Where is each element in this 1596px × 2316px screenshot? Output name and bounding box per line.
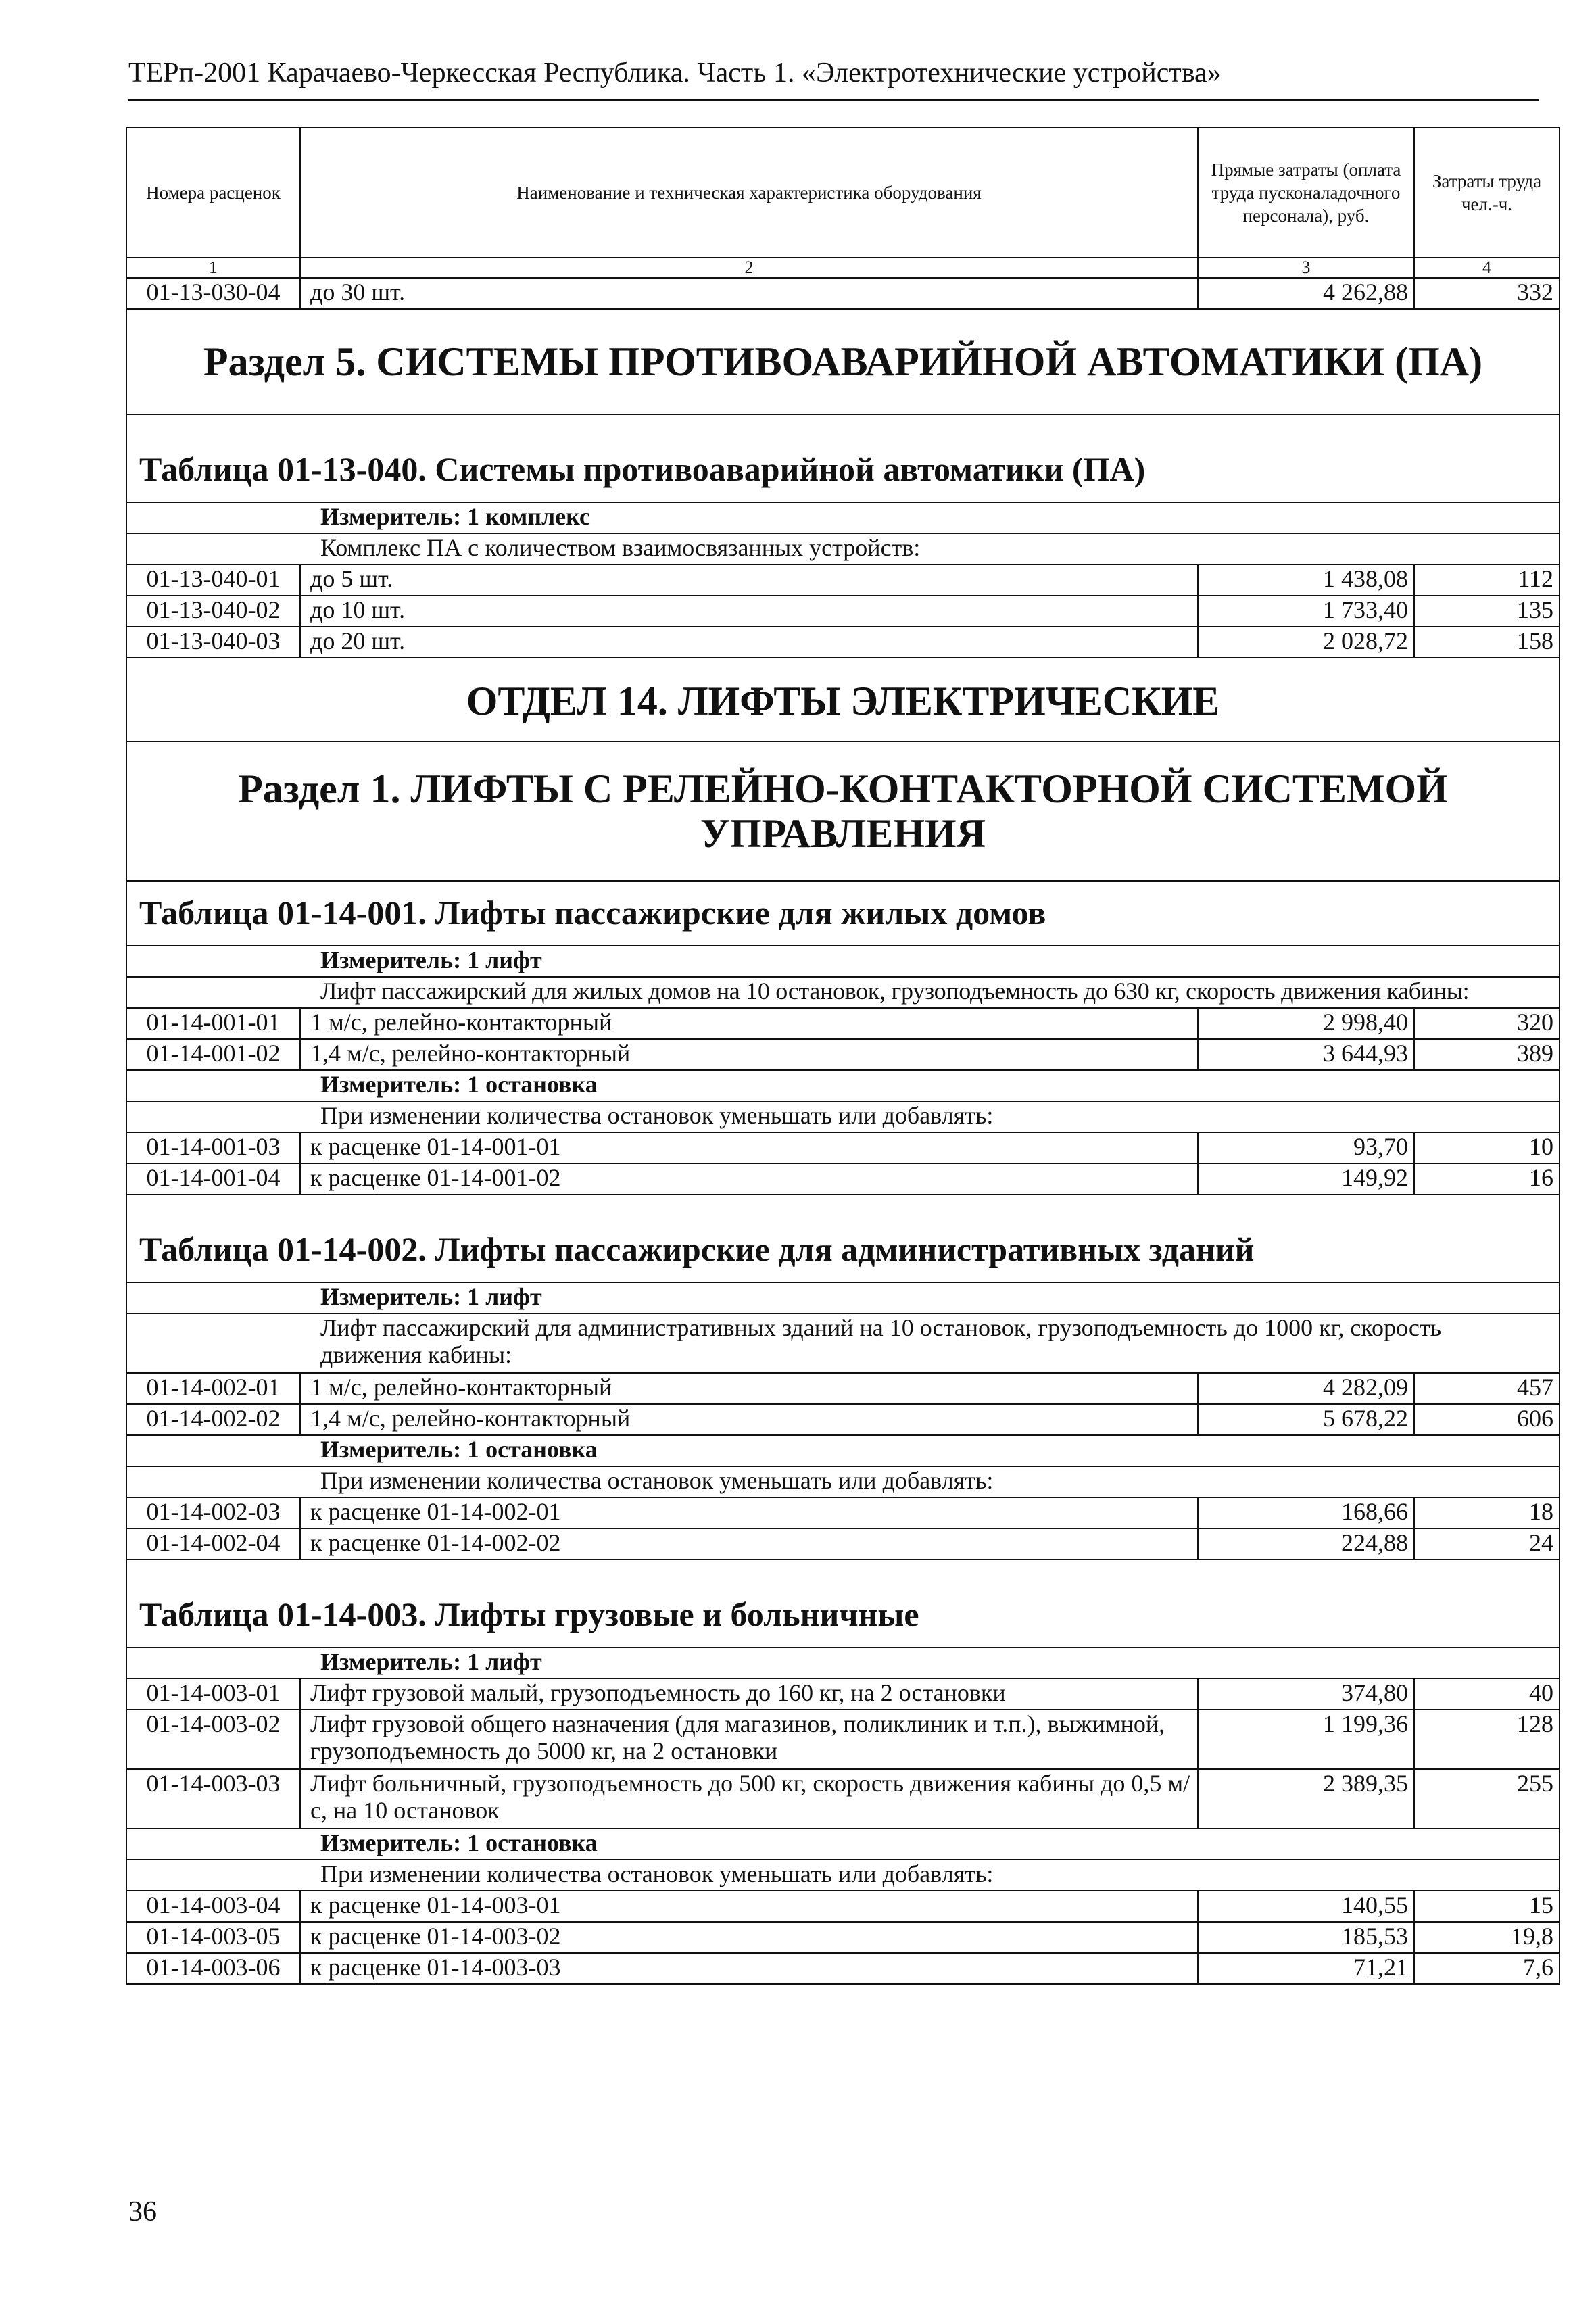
table-row <box>126 1528 1559 1560</box>
rate-name: к расценке 01-14-003-01 <box>300 1891 1198 1922</box>
rate-cost: 149,92 <box>1198 1163 1414 1195</box>
table-title: Таблица 01-14-003. Лифты грузовые и больничные <box>126 1560 1559 1647</box>
rate-labor: 606 <box>1414 1404 1559 1435</box>
rate-name: 1,4 м/с, релейно-контакторный <box>300 1404 1198 1435</box>
rate-code: 01-13-030-04 <box>126 278 300 309</box>
table-row <box>126 1953 1559 1984</box>
rate-name: к расценке 01-14-002-02 <box>300 1528 1198 1560</box>
rate-code: 01-14-002-03 <box>126 1497 300 1528</box>
rate-name: Лифт больничный, грузоподъемность до 500 кг, скорость движения кабины до 0,5 м/с, на 10 остановок <box>300 1769 1198 1829</box>
rate-cost: 1 733,40 <box>1198 596 1414 627</box>
table-title: Таблица 01-13-040. Системы противоаварийной автоматики (ПА) <box>126 414 1559 502</box>
group-intro: При изменении количества остановок уменьшать или добавлять: <box>126 1101 1559 1132</box>
rate-code: 01-14-003-05 <box>126 1922 300 1953</box>
table-row <box>126 1163 1559 1195</box>
rates-table <box>126 127 1560 1985</box>
table-row <box>126 1710 1559 1769</box>
group-intro: При изменении количества остановок уменьшать или добавлять: <box>126 1466 1559 1497</box>
col-number: 2 <box>300 258 1198 278</box>
measure-label: Измеритель: 1 остановка <box>126 1070 1559 1101</box>
group-intro: Лифт пассажирский для жилых домов на 10 остановок, грузоподъемность до 630 кг, скорость движения кабины: <box>126 977 1559 1008</box>
rate-name: к расценке 01-14-003-02 <box>300 1922 1198 1953</box>
rate-name: Лифт грузовой малый, грузоподъемность до 160 кг, на 2 остановки <box>300 1679 1198 1710</box>
rate-cost: 1 438,08 <box>1198 564 1414 596</box>
rate-code: 01-14-001-01 <box>126 1008 300 1039</box>
rate-code: 01-13-040-02 <box>126 596 300 627</box>
rate-code: 01-13-040-03 <box>126 627 300 658</box>
rate-code: 01-14-002-02 <box>126 1404 300 1435</box>
table-row <box>126 596 1559 627</box>
table-row <box>126 1769 1559 1829</box>
col-number: 4 <box>1414 258 1559 278</box>
header-col-name: Наименование и техническая характеристика оборудования <box>300 128 1198 258</box>
rate-name: к расценке 01-14-001-01 <box>300 1132 1198 1163</box>
rate-labor: 112 <box>1414 564 1559 596</box>
rate-cost: 140,55 <box>1198 1891 1414 1922</box>
rate-name: к расценке 01-14-002-01 <box>300 1497 1198 1528</box>
section-title: Раздел 5. СИСТЕМЫ ПРОТИВОАВАРИЙНОЙ АВТОМАТИКИ (ПА) <box>126 309 1559 414</box>
rate-labor: 332 <box>1414 278 1559 309</box>
rate-name: до 10 шт. <box>300 596 1198 627</box>
rate-labor: 24 <box>1414 1528 1559 1560</box>
rate-cost: 4 262,88 <box>1198 278 1414 309</box>
rate-cost: 168,66 <box>1198 1497 1414 1528</box>
table-row <box>126 1132 1559 1163</box>
rate-labor: 389 <box>1414 1039 1559 1070</box>
rate-cost: 3 644,93 <box>1198 1039 1414 1070</box>
col-number: 3 <box>1198 258 1414 278</box>
rate-code: 01-14-003-03 <box>126 1769 300 1829</box>
table-row <box>126 278 1559 309</box>
rate-cost: 374,80 <box>1198 1679 1414 1710</box>
rate-labor: 40 <box>1414 1679 1559 1710</box>
rate-labor: 7,6 <box>1414 1953 1559 1984</box>
rate-code: 01-14-003-06 <box>126 1953 300 1984</box>
rate-cost: 1 199,36 <box>1198 1710 1414 1769</box>
rate-code: 01-14-003-04 <box>126 1891 300 1922</box>
measure-label: Измеритель: 1 лифт <box>126 946 1559 977</box>
rate-code: 01-14-002-04 <box>126 1528 300 1560</box>
rate-code: 01-14-002-01 <box>126 1373 300 1404</box>
column-number-row <box>126 258 1559 278</box>
table-header-row <box>126 128 1559 258</box>
table-row <box>126 1373 1559 1404</box>
rate-code: 01-14-001-03 <box>126 1132 300 1163</box>
table-title: Таблица 01-14-001. Лифты пассажирские для жилых домов <box>126 881 1559 946</box>
measure-label: Измеритель: 1 остановка <box>126 1829 1559 1860</box>
rate-labor: 18 <box>1414 1497 1559 1528</box>
rate-labor: 158 <box>1414 627 1559 658</box>
rate-name: Лифт грузовой общего назначения (для магазинов, поликлиник и т.п.), выжимной, грузоподъемность до 5000 кг, на 2 остановки <box>300 1710 1198 1769</box>
header-rule <box>128 99 1539 101</box>
table-row <box>126 1404 1559 1435</box>
table-title: Таблица 01-14-002. Лифты пассажирские для административных зданий <box>126 1195 1559 1282</box>
rate-code: 01-14-003-01 <box>126 1679 300 1710</box>
col-number: 1 <box>126 258 300 278</box>
table-row <box>126 1679 1559 1710</box>
rate-cost: 185,53 <box>1198 1922 1414 1953</box>
rate-code: 01-14-003-02 <box>126 1710 300 1769</box>
rate-code: 01-14-001-04 <box>126 1163 300 1195</box>
measure-label: Измеритель: 1 лифт <box>126 1282 1559 1313</box>
rate-labor: 135 <box>1414 596 1559 627</box>
rate-name: 1,4 м/с, релейно-контакторный <box>300 1039 1198 1070</box>
measure-label: Измеритель: 1 комплекс <box>126 502 1559 533</box>
rate-name: к расценке 01-14-001-02 <box>300 1163 1198 1195</box>
rate-code: 01-13-040-01 <box>126 564 300 596</box>
rate-cost: 224,88 <box>1198 1528 1414 1560</box>
rate-name: к расценке 01-14-003-03 <box>300 1953 1198 1984</box>
group-intro: Комплекс ПА с количеством взаимосвязанных устройств: <box>126 533 1559 564</box>
rate-labor: 457 <box>1414 1373 1559 1404</box>
section-title: Раздел 1. ЛИФТЫ С РЕЛЕЙНО-КОНТАКТОРНОЙ СИСТЕМОЙ УПРАВЛЕНИЯ <box>126 742 1559 881</box>
table-row <box>126 564 1559 596</box>
rate-name: до 20 шт. <box>300 627 1198 658</box>
rate-labor: 128 <box>1414 1710 1559 1769</box>
rate-labor: 16 <box>1414 1163 1559 1195</box>
group-intro: Лифт пассажирский для административных зданий на 10 остановок, грузоподъемность до 1000 кг, скорость движения кабины: <box>126 1313 1559 1373</box>
rate-cost: 2 028,72 <box>1198 627 1414 658</box>
rate-name: до 30 шт. <box>300 278 1198 309</box>
group-intro: При изменении количества остановок уменьшать или добавлять: <box>126 1860 1559 1891</box>
rate-cost: 5 678,22 <box>1198 1404 1414 1435</box>
header-col-codes: Номера расценок <box>126 128 300 258</box>
rate-name: 1 м/с, релейно-контакторный <box>300 1373 1198 1404</box>
measure-label: Измеритель: 1 остановка <box>126 1435 1559 1466</box>
table-row <box>126 1922 1559 1953</box>
rate-cost: 4 282,09 <box>1198 1373 1414 1404</box>
page-header: ТЕРп-2001 Карачаево-Черкесская Республика. Часть 1. «Электротехнические устройства» <box>128 57 1222 89</box>
rate-cost: 71,21 <box>1198 1953 1414 1984</box>
rate-labor: 15 <box>1414 1891 1559 1922</box>
rate-name: 1 м/с, релейно-контакторный <box>300 1008 1198 1039</box>
rate-code: 01-14-001-02 <box>126 1039 300 1070</box>
rate-name: до 5 шт. <box>300 564 1198 596</box>
rate-cost: 2 998,40 <box>1198 1008 1414 1039</box>
table-row <box>126 1891 1559 1922</box>
rate-labor: 10 <box>1414 1132 1559 1163</box>
table-row <box>126 627 1559 658</box>
rate-cost: 93,70 <box>1198 1132 1414 1163</box>
rate-labor: 255 <box>1414 1769 1559 1829</box>
header-col-labor: Затраты труда чел.-ч. <box>1414 128 1559 258</box>
rate-labor: 320 <box>1414 1008 1559 1039</box>
rate-labor: 19,8 <box>1414 1922 1559 1953</box>
department-title: ОТДЕЛ 14. ЛИФТЫ ЭЛЕКТРИЧЕСКИЕ <box>126 658 1559 742</box>
page-number: 36 <box>128 2196 157 2227</box>
table-row <box>126 1497 1559 1528</box>
rate-cost: 2 389,35 <box>1198 1769 1414 1829</box>
table-row <box>126 1008 1559 1039</box>
header-col-cost: Прямые затраты (оплата труда пусконаладочного персонала), руб. <box>1198 128 1414 258</box>
table-row <box>126 1039 1559 1070</box>
measure-label: Измеритель: 1 лифт <box>126 1647 1559 1679</box>
